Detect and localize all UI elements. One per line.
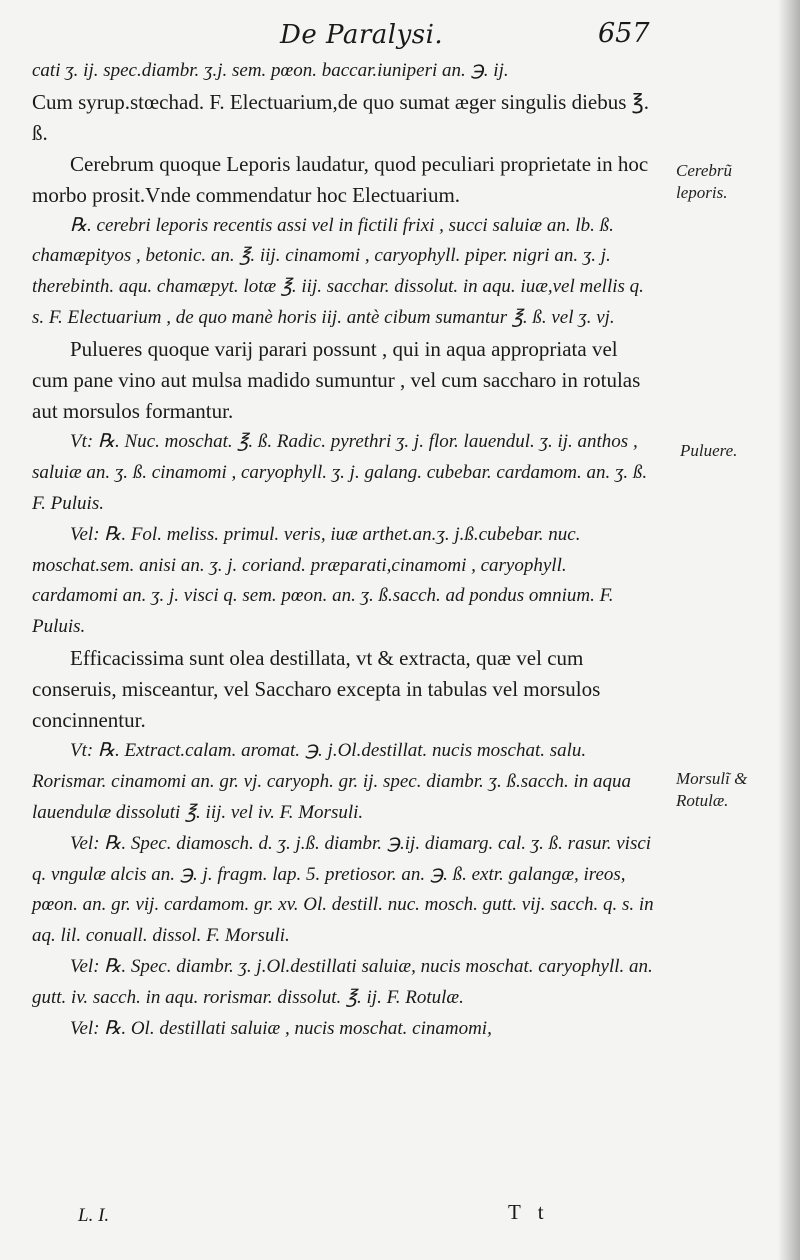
paragraph: Efficacissima sunt olea destillata, vt & extracta, quæ vel cum conseruis, misceantur, vel Saccharo excepta in tabulas vel morsulos concinnentur.: [32, 646, 601, 733]
recipe-paragraph: Vel: ℞. Spec. diambr. ʒ. j.Ol.destillati saluiæ, nucis moschat. caryophyll. an. gutt. iv. sacch. in aqu. rorismar. dissolut. ℥. ij. F. Rotulæ.: [32, 956, 653, 1009]
paragraph: Cum syrup.stœchad. F. Electuarium,de quo sumat æger singulis diebus ℥. ß.: [32, 89, 650, 145]
recipe-paragraph: Vt: ℞. Extract.calam. aromat. ℈. j.Ol.destillat. nucis moschat. salu. Rorismar. cinamomi an. gr. vj. caryoph. gr. ij. spec. diambr. ʒ. ß.sacch. in aqua lauendulæ dissoluti ℥. iij. vel iv. F. Morsuli.: [32, 739, 631, 823]
catchword: T t: [508, 1200, 550, 1224]
body-text: [32, 56, 656, 1045]
page-edge-shadow: [778, 0, 800, 1260]
paragraph: Pulueres quoque varij parari possunt , qui in aqua appropriata vel cum pane vino aut mulsa madido sumuntur , vel cum saccharo in rotulas aut morsulos formantur.: [32, 337, 641, 423]
paragraph: cati ʒ. ij. spec.diambr. ʒ.j. sem. pœon. baccar.iuniperi an. ℈. ij.: [32, 60, 509, 81]
margin-note-puluere: Puluere.: [680, 441, 738, 460]
recipe-paragraph: ℞. cerebri leporis recentis assi vel in fictili frixi , succi saluiæ an. lb. ß. chamæpityos , betonic. an. ℥. iij. cinamomi , caryophyll. piper. nigri an. ʒ. j. therebinth. aqu. chamæpyt. lotæ ℥. iij. sacchar. dissolut. in aqu. iuæ,vel mellis q. s. F. Electuarium , de quo manè horis iij. antè cibum sumantur ℥. ß. vel ʒ. vj.: [32, 214, 644, 329]
page-number: 657: [598, 18, 650, 49]
margin-note-morsuli: Morsulĩ & Rotulæ.: [676, 769, 748, 810]
running-head: De Paralysi.: [280, 20, 444, 50]
recipe-paragraph: Vel: ℞. Ol. destillati saluiæ , nucis moschat. cinamomi,: [70, 1018, 492, 1040]
paragraph: Cerebrum quoque Leporis laudatur, quod peculiari proprietate in hoc morbo prosit.Vnde commendatur hoc Electuarium.: [32, 151, 649, 207]
recipe-paragraph: Vel: ℞. Spec. diamosch. d. ʒ. j.ß. diambr. ℈.ij. diamarg. cal. ʒ. ß. rasur. visci q. vngulæ alcis an. ℈. j. fragm. lap. 5. pretiosor. an. ℈. ß. extr. galangæ, ireos, pœon. an. gr. vij. cardamom. gr. xv. Ol. destill. nuc. mosch. gutt. vij. sacch. q. s. in aq. lil. conuall. dissol. F. Morsuli.: [32, 832, 654, 947]
recipe-paragraph: Vel: ℞. Fol. meliss. primul. veris, iuæ arthet.an.ʒ. j.ß.cubebar. nuc. moschat.sem. anisi an. ʒ. j. coriand. præparati,cinamomi , caryophyll. cardamomi an. ʒ. j. visci q. sem. pœon. an. ʒ. ß.sacch. ad pondus omnium. F. Puluis.: [32, 523, 614, 638]
signature-mark: L. I.: [78, 1205, 110, 1226]
recipe-paragraph: Vt: ℞. Nuc. moschat. ℥. ß. Radic. pyrethri ʒ. j. flor. lauendul. ʒ. ij. anthos , saluiæ an. ʒ. ß. cinamomi , caryophyll. ʒ. j. galang. cubebar. cardamom. an. ʒ. ß. F. Puluis.: [32, 430, 648, 514]
margin-note-cerebrum: Cerebrũ leporis.: [676, 161, 733, 202]
